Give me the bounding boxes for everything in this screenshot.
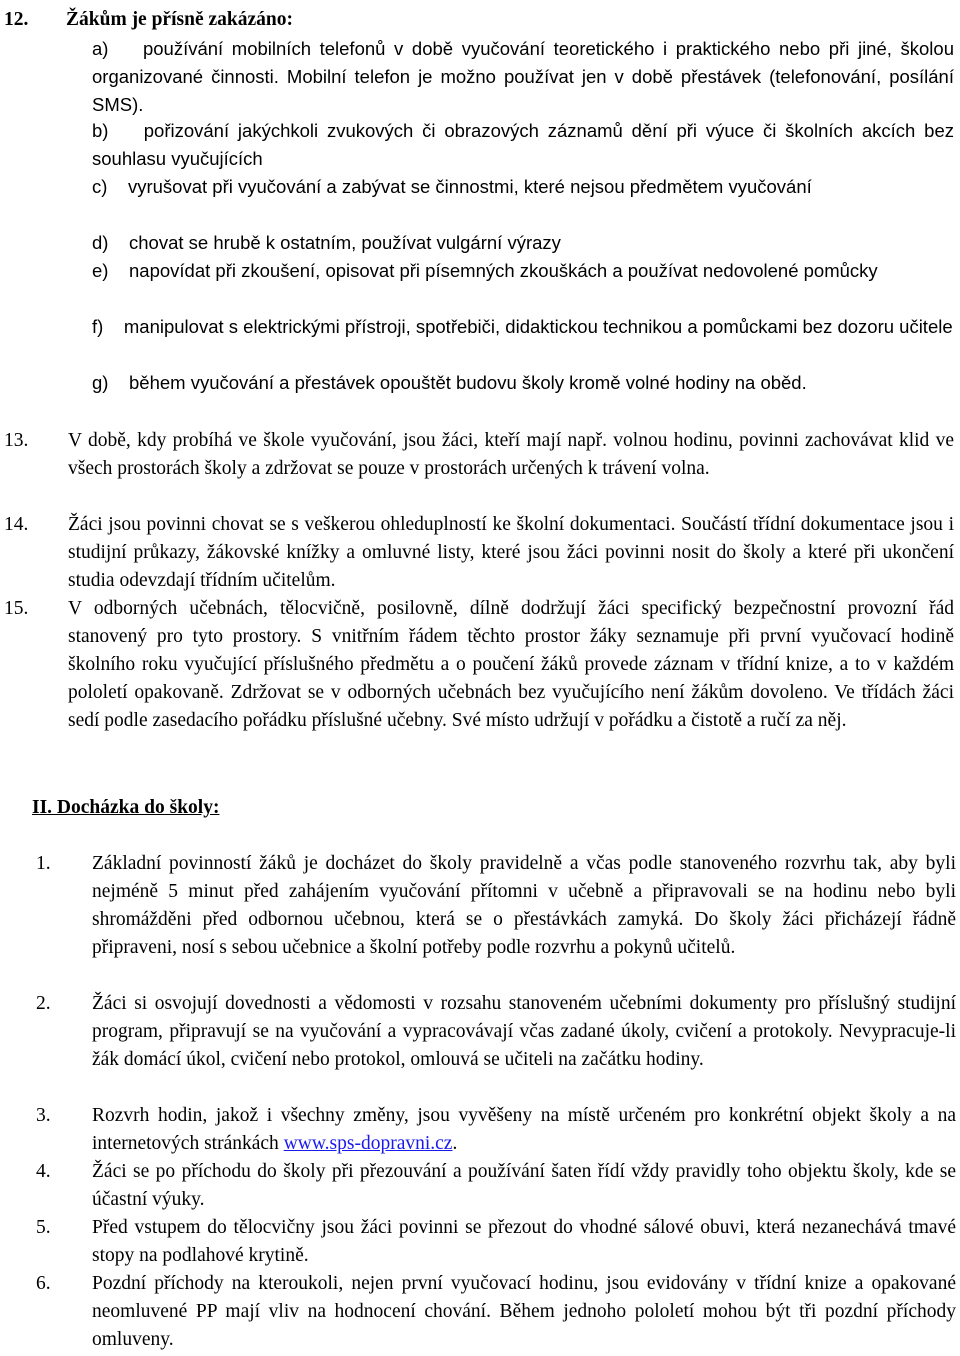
item-text	[92, 1102, 956, 1158]
subitem-label: e)	[92, 260, 109, 281]
item-text: Před vstupem do tělocvičny jsou žáci povinni se přezout do vhodné sálové obuvi, která nezanechává tmavé stopy na podlahové krytině.	[92, 1217, 956, 1266]
subitem-label: d)	[92, 232, 109, 253]
item-text-end: .	[452, 1133, 458, 1154]
website-link[interactable]: www.sps-dopravni.cz	[283, 1133, 453, 1154]
attendance-item-2	[36, 990, 956, 1074]
item-text: Základní povinností žáků je docházet do školy pravidelně a včas podle stanoveného rozvrhu tak, aby byli nejméně 5 minut před zahájením vyučování přítomni v učebně a připravovali se na hodinu nebo byli shromážděni před odbornou učebnou, která se o přestávkách zamyká. Do školy žáci přicházejí řádně připraveni, nosí s sebou učebnice a školní potřeby podle rozvrhu a pokynů učitelů.	[92, 853, 956, 958]
subitem-text: vyrušovat při vyučování a zabývat se činnostmi, které nejsou předmětem vyučování	[127, 176, 812, 197]
subitem-text: napovídat při zkoušení, opisovat při písemných zkouškách a používat nedovolené pomůcky	[129, 260, 878, 281]
attendance-item-3	[36, 1102, 956, 1158]
attendance-item-4	[36, 1158, 956, 1214]
subitem-text: pořizování jakýchkoli zvukových či obrazových záznamů dění při výuce či školních akcích bez souhlasu vyučujících	[92, 120, 954, 169]
subitem-label: f)	[92, 316, 104, 337]
item-text: Žáci si osvojují dovednosti a vědomosti v rozsahu stanoveném učebními dokumenty pro příslušný studijní program, připravují se na vyučování a vypracovávají včas zadané úkoly, cvičení a protokoly. Nevypracuje-li žák domácí úkol, cvičení nebo protokol, omlouvá se učiteli na začátku hodiny.	[92, 993, 956, 1070]
attendance-item-6	[36, 1270, 956, 1354]
subitem-text: chovat se hrubě k ostatním, používat vulgární výrazy	[129, 232, 561, 253]
item-number: 12.	[4, 9, 29, 30]
item-text: V době, kdy probíhá ve škole vyučování, jsou žáci, kteří mají např. volnou hodinu, povinni zachovávat klid ve všech prostorách školy a zdržovat se pouze v prostorách určených k trávení volna.	[68, 430, 954, 479]
subitem-text: používání mobilních telefonů v době vyučování teoretického i praktického nebo při jiné, školou organizované činnosti. Mobilní telefon je možno používat jen v době přestávek (telefonování, posílání SMS).	[92, 38, 954, 115]
subitem-f	[92, 313, 954, 341]
rule-item-14	[4, 511, 954, 595]
item-number: 1.	[36, 853, 51, 874]
attendance-item-5	[36, 1214, 956, 1270]
subitem-d	[92, 229, 954, 257]
item-number: 4.	[36, 1161, 51, 1182]
item-number: 6.	[36, 1273, 51, 1294]
subitem-text: manipulovat s elektrickými přístroji, spotřebiči, didaktickou technikou a pomůckami bez dozoru učitele	[123, 316, 953, 337]
rule-item-13	[4, 427, 954, 483]
subitem-label: g)	[92, 372, 109, 393]
section-heading: II. Docházka do školy:	[32, 797, 220, 818]
subitem-b	[92, 117, 954, 173]
subitem-c	[92, 173, 954, 201]
item-text: Pozdní příchody na kteroukoli, nejen první vyučovací hodinu, jsou evidovány v třídní knize a opakované neomluvené PP mají vliv na hodnocení chování. Během jednoho pololetí mohou být tři pozdní příchody omluveny.	[92, 1273, 956, 1350]
item-number: 15.	[4, 598, 29, 619]
item-title: Žákům je přísně zakázáno:	[66, 9, 293, 30]
item-text: Žáci se po příchodu do školy při přezouvání a používání šaten řídí vždy pravidly toho objektu školy, kde se účastní výuky.	[92, 1161, 956, 1210]
subitem-a	[92, 35, 954, 119]
item-number: 5.	[36, 1217, 51, 1238]
subitem-label: c)	[92, 176, 108, 197]
subitem-e	[92, 257, 954, 285]
item-number: 2.	[36, 993, 51, 1014]
subitem-label: a)	[92, 38, 109, 59]
subitem-text: během vyučování a přestávek opouštět budovu školy kromě volné hodiny na oběd.	[129, 372, 807, 393]
rule-item-15	[4, 595, 954, 735]
attendance-item-1	[36, 850, 956, 962]
item-number: 14.	[4, 514, 29, 535]
item-text: V odborných učebnách, tělocvičně, posilovně, dílně dodržují žáci specifický bezpečnostní provozní řád stanovený pro tyto prostory. S vnitřním řádem těchto prostor žáky seznamuje při první vyučovací hodině školního roku vyučující příslušného předmětu a o poučení žáků provede záznam v třídní knize, a to v každém pololetí opakovaně. Zdržovat se v odborných učebnách bez vyučujícího není žákům dovoleno. Ve třídách žáci sedí podle zasedacího pořádku příslušné učebny. Své místo udržují v pořádku a čistotě a ručí za něj.	[68, 598, 954, 731]
subitem-g	[92, 369, 954, 397]
item-text-main: Rozvrh hodin, jakož i všechny změny, jsou vyvěšeny na místě určeném pro konkrétní objekt školy a na internetových stránkách	[92, 1105, 956, 1154]
item-text: Žáci jsou povinni chovat se s veškerou ohleduplností ke školní dokumentaci. Součástí třídní dokumentace jsou i studijní průkazy, žákovské knížky a omluvné listy, které jsou žáci povinni nosit do školy a které při ukončení studia odevzdají třídním učitelům.	[68, 514, 954, 591]
subitem-label: b)	[92, 120, 109, 141]
item-number: 13.	[4, 430, 29, 451]
item-number: 3.	[36, 1105, 51, 1126]
